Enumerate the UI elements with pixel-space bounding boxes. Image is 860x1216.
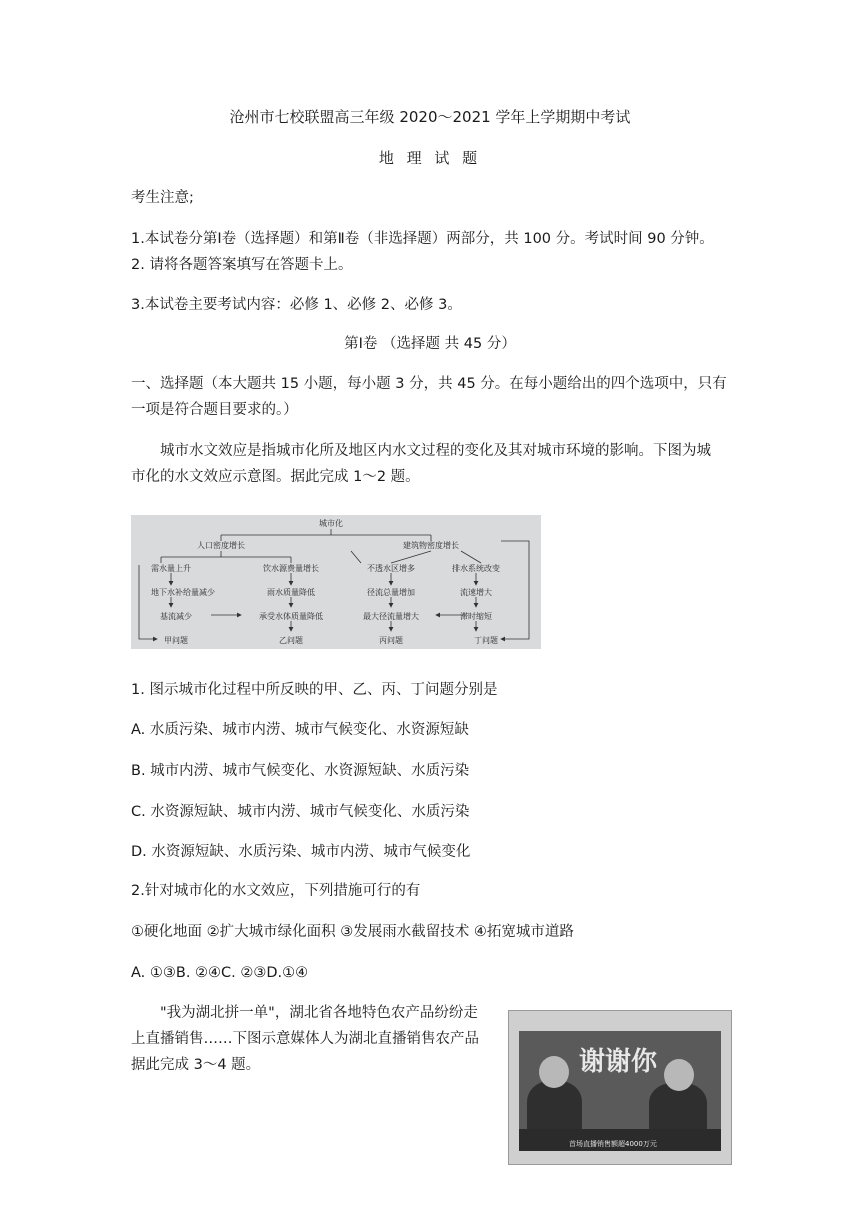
diagram-problem: 乙问题 (279, 636, 303, 645)
passage2-line1: "我为湖北拼一单"，湖北省各地特色农产品纷纷走 (160, 1005, 478, 1021)
passage1-line1: 城市水文效应是指城市化所及地区内水文过程的变化及其对城市环境的影响。下图为城 (160, 443, 711, 459)
section-instructions-line1: 一、选择题（本大题共 15 小题，每小题 3 分，共 45 分。在每小题给出的四个选项中，只有 (131, 376, 727, 392)
diagram-node: 地下水补给量减少 (151, 588, 215, 597)
passage1-line2: 市化的水文效应示意图。据此完成 1～2 题。 (131, 469, 420, 485)
notice-heading: 考生注意; (131, 190, 194, 206)
diagram-node: 径流总量增加 (367, 588, 415, 597)
notice-item-2: 2. 请将各题答案填写在答题卡上。 (131, 257, 353, 273)
diagram-problem: 甲问题 (164, 636, 188, 645)
diagram-right-branch: 建筑物密度增长 (403, 541, 459, 550)
q2-options: A. ①③B. ②④C. ②③D.①④ (131, 965, 309, 981)
notice-item-1: 1.本试卷分第Ⅰ卷（选择题）和第Ⅱ卷（非选择题）两部分，共 100 分。考试时间 90 分钟。 (131, 231, 714, 247)
q1-stem: 1. 图示城市化过程中所反映的甲、乙、丙、丁问题分别是 (131, 682, 498, 698)
q2-measures: ①硬化地面 ②扩大城市绿化面积 ③发展雨水截留技术 ④拓宽城市道路 (131, 924, 574, 940)
photo-person-left (527, 1081, 582, 1133)
diagram-top: 城市化 (319, 519, 343, 528)
diagram-node: 排水系统改变 (452, 564, 500, 573)
subject-title: 地 理 试 题 (378, 149, 482, 167)
diagram-node: 最大径流量增大 (363, 612, 419, 621)
urban-hydrology-diagram (131, 515, 541, 649)
diagram-node: 不透水区增多 (367, 564, 415, 573)
livestream-photo (508, 1010, 732, 1165)
q1-option-a: A. 水质污染、城市内涝、城市气候变化、水资源短缺 (131, 722, 469, 738)
notice-item-3: 3.本试卷主要考试内容：必修 1、必修 2、必修 3。 (131, 297, 462, 313)
diagram-node: 饮水源费量增长 (263, 564, 319, 573)
diagram-problem: 丁问题 (474, 636, 498, 645)
diagram-left-branch: 人口密度增长 (197, 541, 245, 550)
diagram-node: 承受水体质量降低 (259, 612, 323, 621)
section-instructions-line2: 一项是符合题目要求的。） (131, 402, 298, 418)
diagram-problem: 丙问题 (379, 636, 403, 645)
photo-face-left (539, 1056, 569, 1088)
diagram-node: 滞时缩短 (460, 612, 492, 621)
photo-caption: 首场直播销售额超4000万元 (569, 1140, 657, 1148)
diagram-node: 需水量上升 (151, 564, 191, 573)
part1-heading: 第Ⅰ卷 （选择题 共 45 分） (344, 336, 516, 352)
q1-option-c: C. 水资源短缺、城市内涝、城市气候变化、水质污染 (131, 804, 470, 820)
diagram-node: 流速增大 (460, 588, 492, 597)
photo-face-right (664, 1059, 694, 1091)
passage2-line2: 上直播销售……下图示意媒体人为湖北直播销售农产品 (131, 1031, 479, 1047)
q1-option-b: B. 城市内涝、城市气候变化、水资源短缺、水质污染 (131, 763, 470, 779)
passage2-line3: 据此完成 3～4 题。 (131, 1057, 261, 1073)
diagram-node: 雨水质量降低 (267, 588, 315, 597)
q2-stem: 2.针对城市化的水文效应，下列措施可行的有 (131, 883, 421, 899)
diagram-node: 基流减少 (160, 612, 192, 621)
exam-title: 沧州市七校联盟高三年级 2020～2021 学年上学期期中考试 (229, 108, 631, 126)
q1-option-d: D. 水资源短缺、水质污染、城市内涝、城市气候变化 (131, 844, 471, 860)
photo-overlay-text: 谢谢你 (579, 1047, 658, 1077)
